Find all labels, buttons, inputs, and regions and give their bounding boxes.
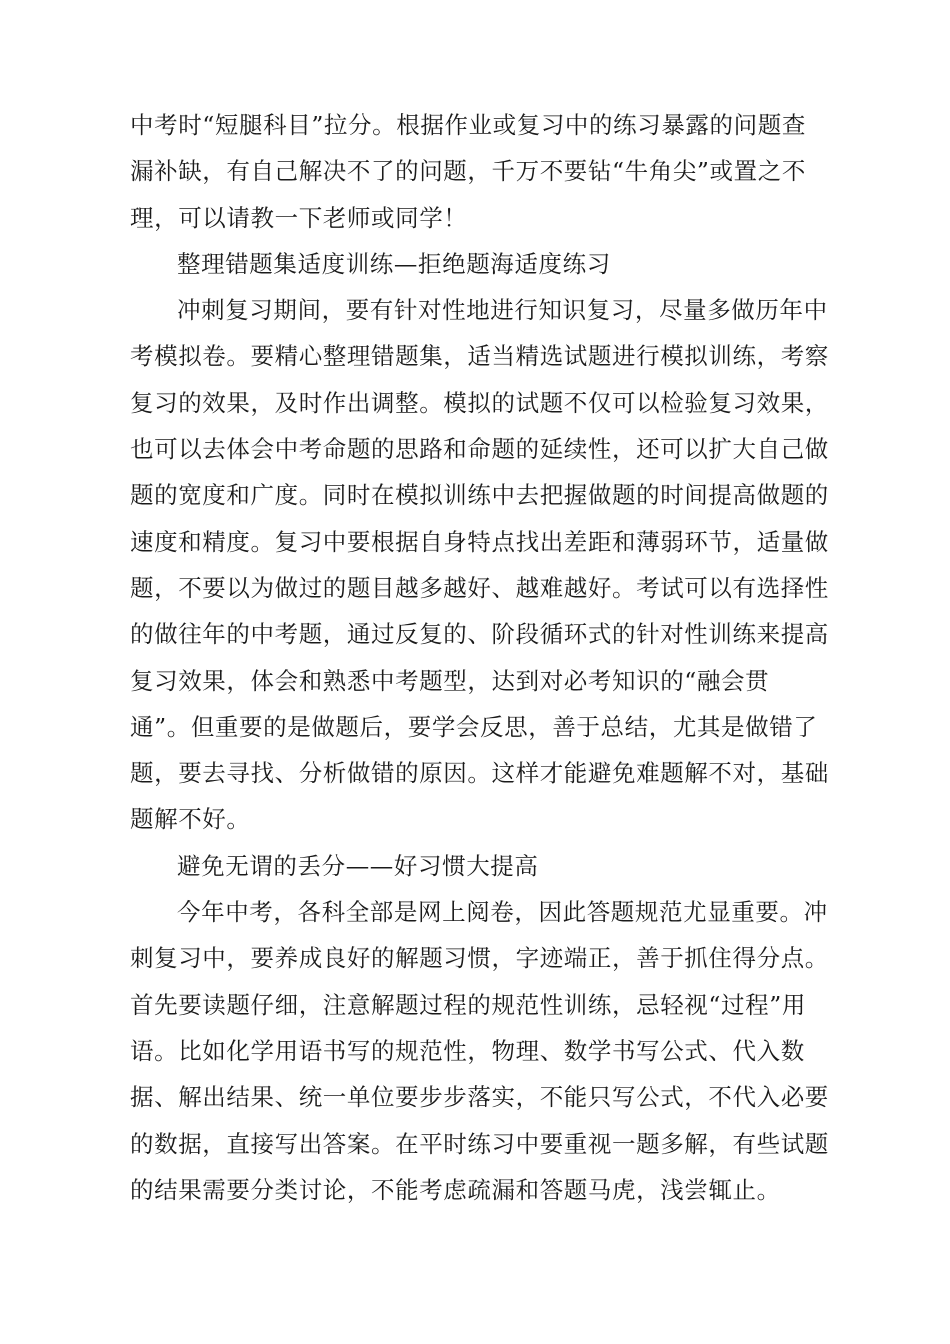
section-heading-error-collection: 整理错题集适度训练—拒绝题海适度练习 [177, 249, 611, 278]
paragraph-continuation: 中考时“短腿科目”拉分。根据作业或复习中的练习暴露的问题查漏补缺，有自己解决不了的问题，千万不要钻“牛角尖”或置之不理，可以请教一下老师或同学！ [130, 111, 806, 232]
paragraph-answer-standards: 今年中考，各科全部是网上阅卷，因此答题规范尤显重要。冲刺复习中，要养成良好的解题习惯，字迹端正，善于抓住得分点。首先要读题仔细，注意解题过程的规范性训练，忌轻视“过程”用语。比如化学用语书写的规范性，物理、数学书写公式、代入数据、解出结果、统一单位要步步落实，不能只写公式，不代入必要的数据，直接写出答案。在平时练习中要重视一题多解，有些试题的结果需要分类讨论，不能考虑疏漏和答题马虎，浅尝辄止。 [130, 898, 829, 1204]
section-heading-good-habits: 避免无谓的丢分——好习惯大提高 [177, 851, 539, 880]
paragraph-sprint-review: 冲刺复习期间，要有针对性地进行知识复习，尽量多做历年中考模拟卷。要精心整理错题集，适当精选试题进行模拟训练，考察复习的效果，及时作出调整。模拟的试题不仅可以检验复习效果，也可以去体会中考命题的思路和命题的延续性，还可以扩大自己做题的宽度和广度。同时在模拟训练中去把握做题的时间提高做题的速度和精度。复习中要根据自身特点找出差距和薄弱环节，适量做题，不要以为做过的题目越多越好、越难越好。考试可以有选择性的做往年的中考题，通过反复的、阶段循环式的针对性训练来提高复习效果，体会和熟悉中考题型，达到对必考知识的“融会贯通”。但重要的是做题后，要学会反思，善于总结，尤其是做错了题，要去寻找、分析做错的原因。这样才能避免难题解不对，基础题解不好。 [130, 296, 829, 834]
document-body [130, 102, 830, 1213]
